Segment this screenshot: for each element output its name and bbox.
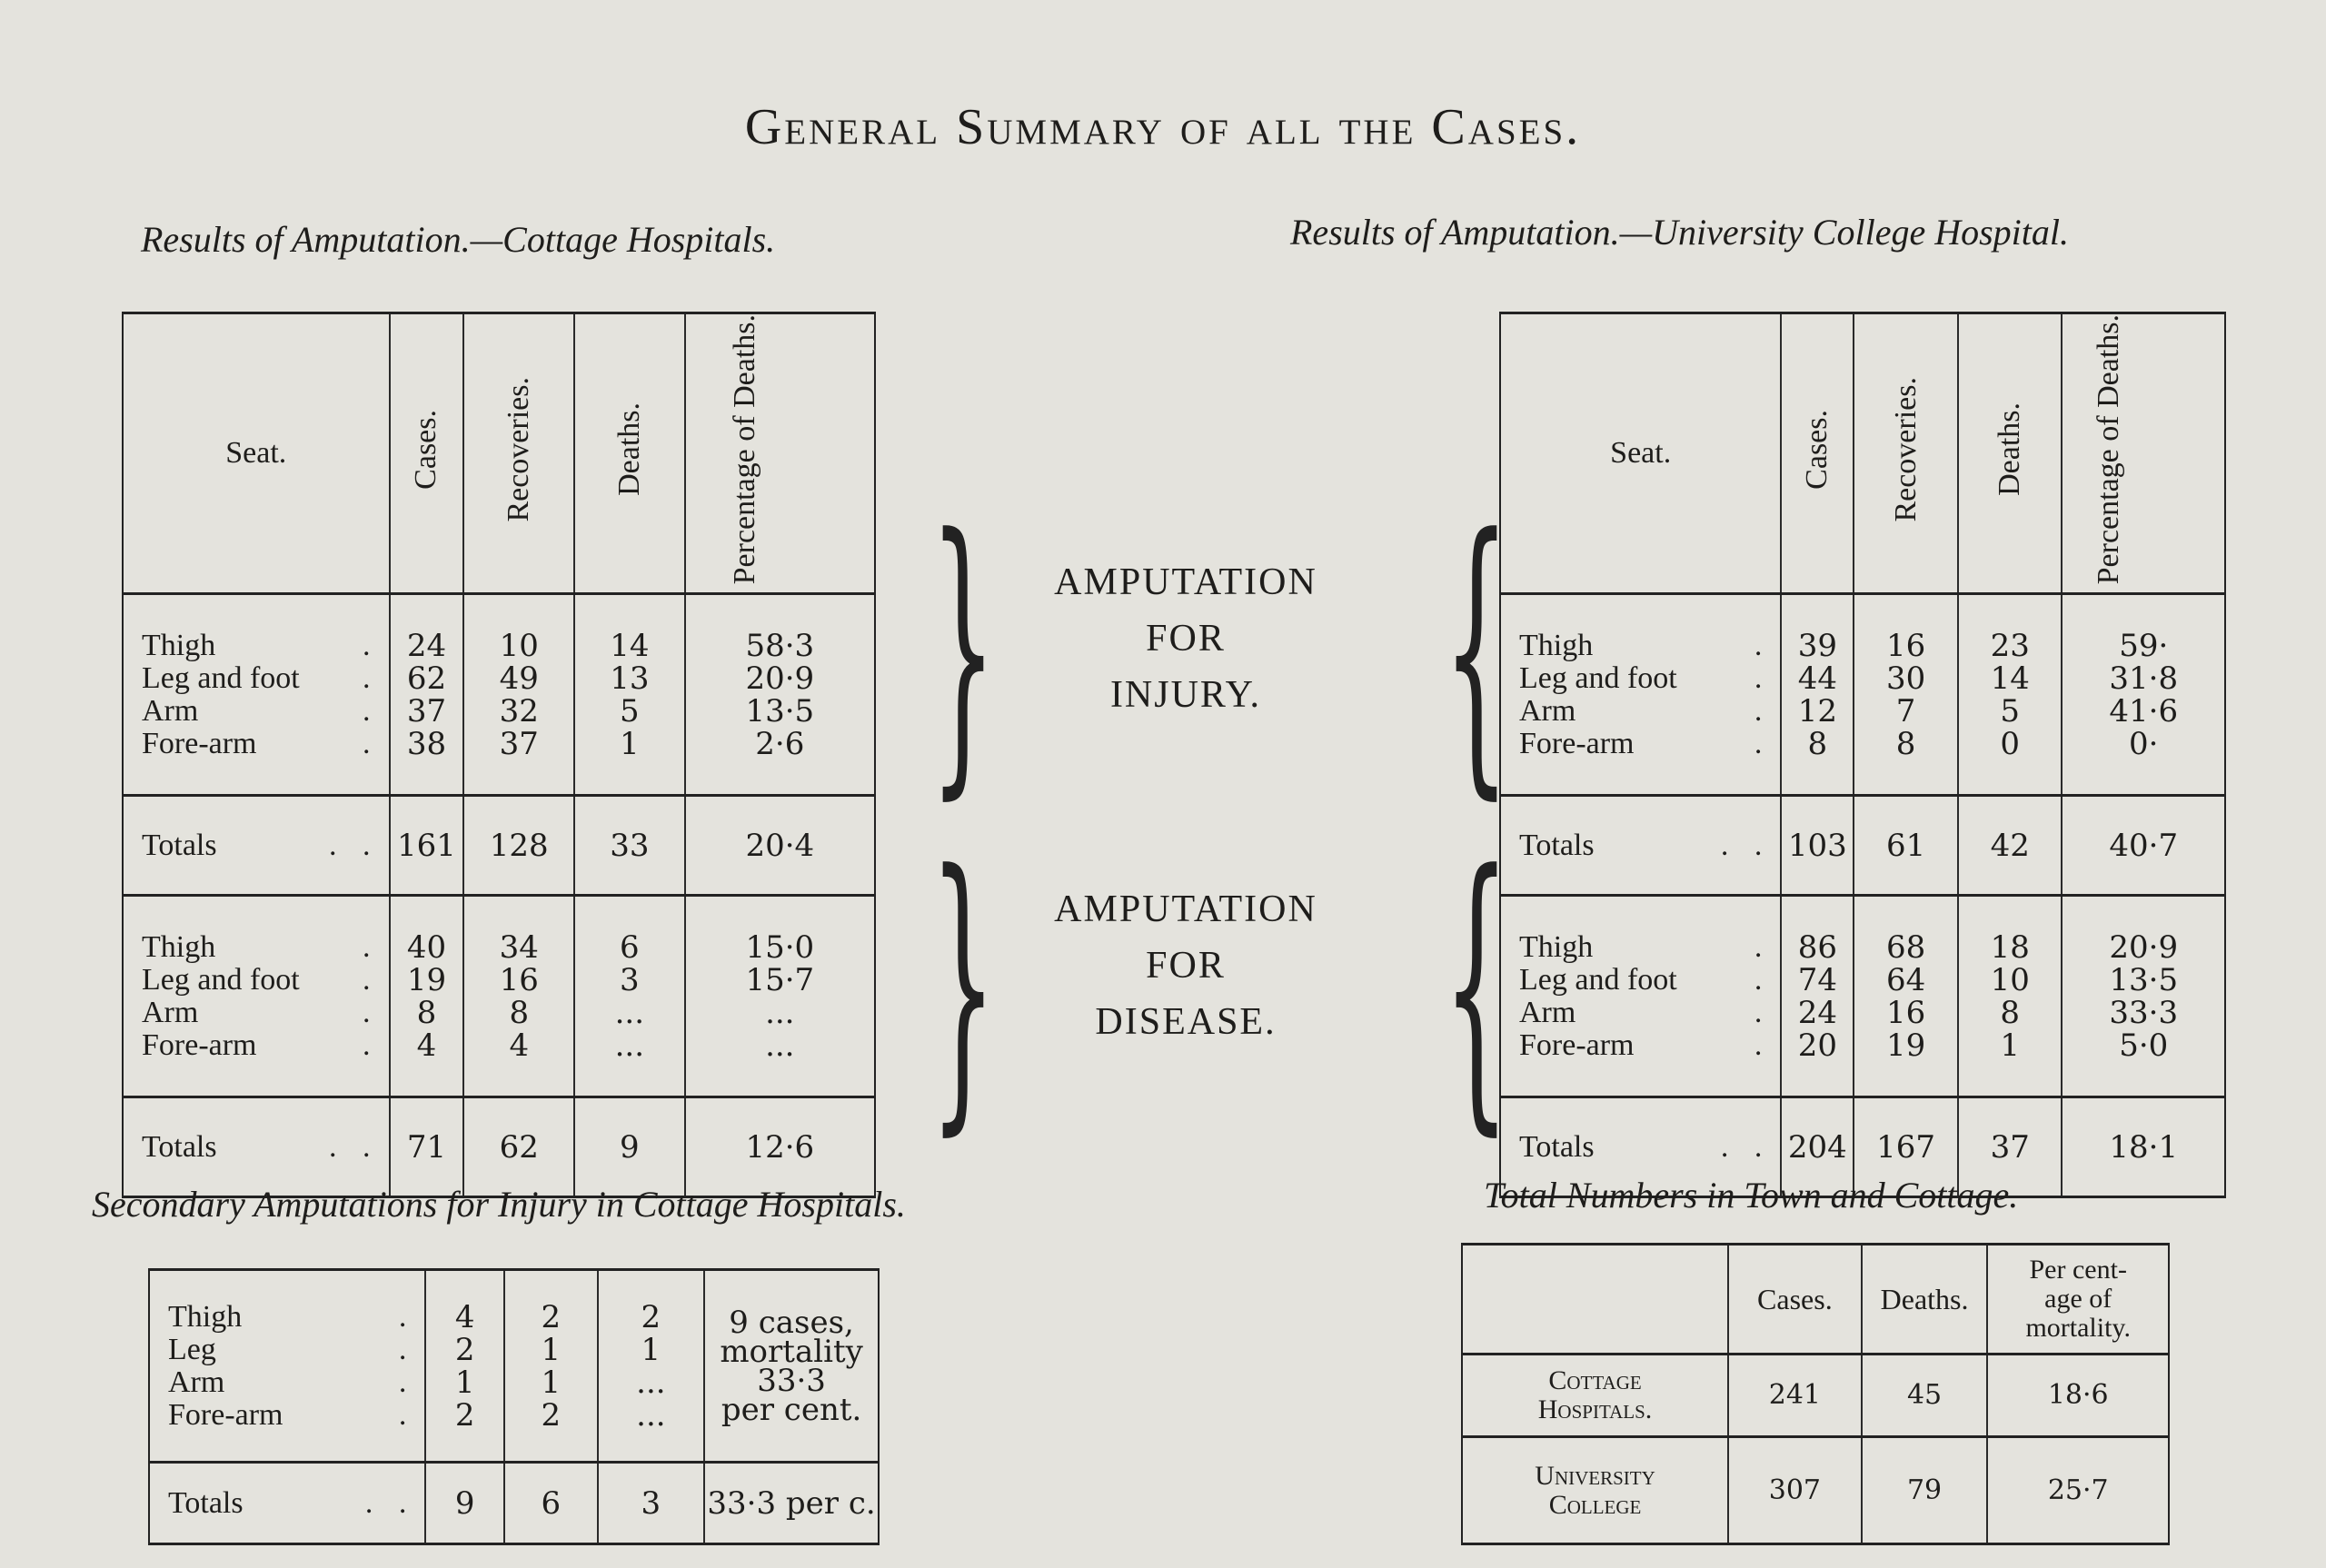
total-recoveries: 61 xyxy=(1854,796,1958,896)
seat-cell xyxy=(123,594,390,796)
label-line: FOR xyxy=(1146,618,1226,660)
total-deaths: 3 xyxy=(598,1463,705,1544)
disease-rows xyxy=(1500,896,2225,1097)
deaths-value: 10 xyxy=(1990,961,2030,998)
institution-name xyxy=(1462,1355,1728,1437)
pct-value: 2·6 xyxy=(755,725,805,762)
total-pct: 40·7 xyxy=(2062,796,2225,896)
deaths-value: 14 xyxy=(610,627,650,664)
recoveries-cell xyxy=(463,594,574,796)
seat-label: Thigh xyxy=(142,929,216,964)
seat-label: Thigh xyxy=(142,628,216,662)
cases-value: 24 xyxy=(406,627,447,664)
pct-value: 25·7 xyxy=(1987,1437,2169,1544)
total-recoveries: 167 xyxy=(1854,1097,1958,1197)
deaths-value: ... xyxy=(614,1027,645,1064)
cases-value: 74 xyxy=(1797,961,1837,998)
total-recoveries: 6 xyxy=(504,1463,598,1544)
header-line: age of xyxy=(2044,1284,2112,1314)
pct-value: 0· xyxy=(2129,725,2159,762)
dot-leader: . xyxy=(1754,628,1772,662)
dot-leader: . xyxy=(363,962,380,997)
seat-cell xyxy=(1500,896,1781,1097)
seat-cell xyxy=(1500,594,1781,796)
institution-name xyxy=(1462,1437,1728,1544)
header-cases xyxy=(390,313,464,594)
pct-cell xyxy=(685,594,875,796)
header-text: Deaths. xyxy=(611,402,646,497)
note-line: 9 cases, xyxy=(729,1304,854,1341)
cases-value: 20 xyxy=(1797,1027,1837,1064)
cases-value: 2 xyxy=(454,1396,475,1434)
deaths-value: 14 xyxy=(1990,660,2030,697)
seat-label: Fore-arm xyxy=(142,726,257,760)
seat-line xyxy=(1519,1029,1780,1062)
deaths-cell xyxy=(1958,896,2063,1097)
totals-label: Totals xyxy=(142,828,217,862)
totals-label: Totals xyxy=(1519,828,1595,862)
seat-line xyxy=(142,964,389,997)
dot-leader: . . xyxy=(329,828,380,862)
seat-line xyxy=(1519,931,1780,964)
dot-leader: . xyxy=(1754,693,1772,728)
total-pct: 20·4 xyxy=(685,796,875,896)
seat-line xyxy=(1519,662,1780,695)
dot-leader: . xyxy=(398,1299,416,1334)
dot-leader: . . xyxy=(1720,1129,1772,1164)
recoveries-value: 8 xyxy=(509,994,530,1031)
recoveries-value: 68 xyxy=(1885,928,1926,966)
deaths-value: 13 xyxy=(610,660,650,697)
pct-cell xyxy=(685,896,875,1097)
cases-value: 19 xyxy=(406,961,447,998)
totals-row xyxy=(1500,796,2225,896)
total-deaths: 33 xyxy=(574,796,685,896)
cases-value: 37 xyxy=(406,692,447,729)
seat-cell xyxy=(149,1270,425,1463)
dot-leader: . xyxy=(1754,726,1772,760)
total-recoveries: 128 xyxy=(463,796,574,896)
recoveries-value: 64 xyxy=(1885,961,1926,998)
injury-rows xyxy=(1500,594,2225,796)
deaths-value: 3 xyxy=(620,961,640,998)
disease-rows xyxy=(123,896,875,1097)
header-percentage xyxy=(2062,313,2225,594)
seat-line xyxy=(142,630,389,662)
cases-value: 4 xyxy=(454,1298,475,1335)
seat-line xyxy=(142,1029,389,1062)
name-line: Hospitals. xyxy=(1537,1394,1653,1424)
dot-leader: . xyxy=(363,693,380,728)
cases-value: 307 xyxy=(1728,1437,1862,1544)
cases-cell xyxy=(1781,896,1854,1097)
header-percentage xyxy=(685,313,875,594)
cases-value: 2 xyxy=(454,1331,475,1368)
seat-label: Fore-arm xyxy=(142,1027,257,1062)
seat-label: Fore-arm xyxy=(1519,726,1635,760)
right-brace-injury: } xyxy=(929,475,997,824)
left-brace-injury: { xyxy=(1443,475,1510,824)
cases-value: 241 xyxy=(1728,1355,1862,1437)
seat-label: Fore-arm xyxy=(168,1397,283,1432)
seat-line xyxy=(142,728,389,760)
header-recoveries xyxy=(1854,313,1958,594)
header-line: Per cent- xyxy=(2029,1255,2127,1285)
header-text: Percentage of Deaths. xyxy=(2092,314,2126,585)
note-line: 33·3 xyxy=(757,1362,826,1399)
total-pct: 33·3 per c. xyxy=(704,1463,879,1544)
seat-cell xyxy=(149,1463,425,1544)
recoveries-value: 49 xyxy=(499,660,539,697)
recoveries-value: 1 xyxy=(541,1331,562,1368)
dot-leader: . xyxy=(363,628,380,662)
deaths-value: 5 xyxy=(2000,692,2021,729)
deaths-cell xyxy=(574,896,685,1097)
seat-label: Thigh xyxy=(1519,628,1594,662)
total-recoveries: 62 xyxy=(463,1097,574,1197)
pct-value: 13·5 xyxy=(745,692,815,729)
pct-value: 20·9 xyxy=(2109,928,2179,966)
secondary-amputations-table xyxy=(148,1268,880,1545)
header-blank xyxy=(1462,1245,1728,1355)
pct-value: 58·3 xyxy=(745,627,815,664)
seat-line xyxy=(142,662,389,695)
total-deaths: 42 xyxy=(1958,796,2063,896)
cases-value: 12 xyxy=(1797,692,1837,729)
dot-leader: . xyxy=(398,1365,416,1399)
seat-label: Arm xyxy=(142,693,199,728)
header-row xyxy=(1500,313,2225,594)
cases-cell xyxy=(390,594,464,796)
page-title: General Summary of all the Cases. xyxy=(744,99,1582,155)
note-line: mortality xyxy=(720,1333,863,1370)
pct-value: 59· xyxy=(2119,627,2169,664)
recoveries-value: 2 xyxy=(541,1298,562,1335)
dot-leader: . . xyxy=(364,1485,416,1520)
pct-cell xyxy=(2062,594,2225,796)
dot-leader: . xyxy=(363,726,380,760)
header-text: Recoveries. xyxy=(502,376,536,522)
recoveries-value: 16 xyxy=(1885,994,1926,1031)
label-line: FOR xyxy=(1146,945,1226,987)
label-line: AMPUTATION xyxy=(1054,888,1317,930)
totals-row xyxy=(149,1463,879,1544)
recoveries-value: 7 xyxy=(1895,692,1916,729)
header-line: mortality. xyxy=(2025,1313,2131,1343)
left-brace-disease: { xyxy=(1443,811,1510,1160)
dot-leader: . . xyxy=(329,1129,380,1164)
pct-value: 15·7 xyxy=(745,961,815,998)
header-cases xyxy=(1781,313,1854,594)
totals-label: Totals xyxy=(168,1485,244,1520)
secondary-rows xyxy=(149,1270,879,1463)
seat-label: Arm xyxy=(1519,693,1576,728)
seat-label: Fore-arm xyxy=(1519,1027,1635,1062)
recoveries-value: 16 xyxy=(1885,627,1926,664)
dot-leader: . xyxy=(363,660,380,695)
header-recoveries xyxy=(463,313,574,594)
seat-label: Leg xyxy=(168,1332,216,1366)
recoveries-cell xyxy=(1854,594,1958,796)
deaths-value: 1 xyxy=(620,725,640,762)
cases-value: 4 xyxy=(416,1027,437,1064)
recoveries-value: 30 xyxy=(1885,660,1926,697)
pct-value: 41·6 xyxy=(2109,692,2179,729)
cases-value: 40 xyxy=(406,928,447,966)
pct-value: 15·0 xyxy=(745,928,815,966)
seat-line xyxy=(1519,997,1780,1029)
recoveries-value: 10 xyxy=(499,627,539,664)
header-row xyxy=(123,313,875,594)
deaths-value: 8 xyxy=(2000,994,2021,1031)
dot-leader: . xyxy=(363,1027,380,1062)
pct-value: ... xyxy=(765,994,795,1031)
recoveries-value: 37 xyxy=(499,725,539,762)
header-seat: Seat. xyxy=(123,313,390,594)
seat-line xyxy=(168,1334,424,1366)
dot-leader: . xyxy=(1754,962,1772,997)
total-deaths: 37 xyxy=(1958,1097,2063,1197)
label-line: DISEASE. xyxy=(1095,1001,1277,1043)
cottage-caption: Results of Amputation.—Cottage Hospitals. xyxy=(141,219,776,260)
ucl-results-table xyxy=(1499,312,2226,1198)
seat-line xyxy=(142,695,389,728)
totals-label: Totals xyxy=(142,1129,217,1164)
deaths-cell xyxy=(574,594,685,796)
totals-label: Totals xyxy=(1519,1129,1595,1164)
dot-leader: . xyxy=(363,995,380,1029)
recoveries-value: 4 xyxy=(509,1027,530,1064)
seat-line xyxy=(1519,728,1780,760)
recoveries-cell xyxy=(463,896,574,1097)
seat-cell xyxy=(1500,796,1781,896)
total-deaths: 9 xyxy=(574,1097,685,1197)
name-line: University xyxy=(1535,1460,1655,1491)
cases-value: 8 xyxy=(416,994,437,1031)
injury-rows xyxy=(123,594,875,796)
name-line: College xyxy=(1548,1489,1642,1520)
total-numbers-table xyxy=(1461,1243,2170,1545)
header-text: Percentage of Deaths. xyxy=(728,314,762,585)
dot-leader: . xyxy=(363,929,380,964)
deaths-value: ... xyxy=(636,1396,666,1434)
recoveries-value: 32 xyxy=(499,692,539,729)
pct-value: 31·8 xyxy=(2109,660,2179,697)
deaths-value: 1 xyxy=(641,1331,661,1368)
dot-leader: . xyxy=(1754,1027,1772,1062)
dot-leader: . xyxy=(1754,995,1772,1029)
total-row xyxy=(1462,1437,2169,1544)
total-numbers-caption: Total Numbers in Town and Cottage. xyxy=(1484,1175,2019,1216)
name-line: Cottage xyxy=(1548,1365,1642,1395)
cases-value: 1 xyxy=(454,1364,475,1401)
total-pct: 12·6 xyxy=(685,1097,875,1197)
pct-value: 33·3 xyxy=(2109,994,2179,1031)
total-cases: 161 xyxy=(390,796,464,896)
seat-line xyxy=(1519,695,1780,728)
deaths-value: 0 xyxy=(2000,725,2021,762)
seat-label: Arm xyxy=(168,1365,225,1399)
seat-label: Arm xyxy=(142,995,199,1029)
recoveries-value: 8 xyxy=(1895,725,1916,762)
seat-line xyxy=(168,1399,424,1432)
recoveries-value: 2 xyxy=(541,1396,562,1434)
cases-cell xyxy=(425,1270,504,1463)
pct-value: ... xyxy=(765,1027,795,1064)
cases-value: 38 xyxy=(406,725,447,762)
pct-value: 13·5 xyxy=(2109,961,2179,998)
deaths-value: ... xyxy=(614,994,645,1031)
cases-value: 62 xyxy=(406,660,447,697)
header-deaths xyxy=(574,313,685,594)
header-percentage xyxy=(1987,1245,2169,1355)
seat-label: Thigh xyxy=(1519,929,1594,964)
seat-line xyxy=(142,997,389,1029)
recoveries-value: 19 xyxy=(1885,1027,1926,1064)
seat-label: Leg and foot xyxy=(1519,660,1677,695)
pct-cell xyxy=(2062,896,2225,1097)
total-row xyxy=(1462,1355,2169,1437)
cases-value: 8 xyxy=(1807,725,1828,762)
recoveries-cell xyxy=(504,1270,598,1463)
total-cases: 71 xyxy=(390,1097,464,1197)
dot-leader: . xyxy=(398,1397,416,1432)
cases-value: 24 xyxy=(1797,994,1837,1031)
seat-line xyxy=(142,931,389,964)
recoveries-value: 16 xyxy=(499,961,539,998)
deaths-value: 1 xyxy=(2000,1027,2021,1064)
cottage-results-table xyxy=(122,312,876,1198)
label-amputation-for-disease xyxy=(986,881,1386,1050)
deaths-cell xyxy=(598,1270,705,1463)
note-line: per cent. xyxy=(721,1391,862,1428)
seat-label: Leg and foot xyxy=(142,962,300,997)
deaths-value: 2 xyxy=(641,1298,661,1335)
pct-value: 5·0 xyxy=(2119,1027,2169,1064)
deaths-value: 79 xyxy=(1862,1437,1988,1544)
recoveries-value: 1 xyxy=(541,1364,562,1401)
header-deaths xyxy=(1958,313,2063,594)
seat-cell xyxy=(123,896,390,1097)
deaths-value: 6 xyxy=(620,928,640,966)
header-row xyxy=(1462,1245,2169,1355)
ucl-caption: Results of Amputation.—University College Hospital. xyxy=(1290,212,2069,253)
seat-label: Thigh xyxy=(168,1299,243,1334)
total-pct: 18·1 xyxy=(2062,1097,2225,1197)
pct-value: 20·9 xyxy=(745,660,815,697)
seat-label: Leg and foot xyxy=(142,660,300,695)
seat-line xyxy=(168,1301,424,1334)
dot-leader: . xyxy=(1754,929,1772,964)
cases-value: 86 xyxy=(1797,928,1837,966)
totals-row xyxy=(123,796,875,896)
seat-cell xyxy=(123,796,390,896)
seat-label: Arm xyxy=(1519,995,1576,1029)
total-cases: 204 xyxy=(1781,1097,1854,1197)
pct-value: 18·6 xyxy=(1987,1355,2169,1437)
total-cases: 9 xyxy=(425,1463,504,1544)
deaths-value: ... xyxy=(636,1364,666,1401)
header-deaths: Deaths. xyxy=(1862,1245,1988,1355)
label-line: AMPUTATION xyxy=(1054,561,1317,603)
header-cases: Cases. xyxy=(1728,1245,1862,1355)
deaths-value: 5 xyxy=(620,692,640,729)
cases-cell xyxy=(1781,594,1854,796)
recoveries-cell xyxy=(1854,896,1958,1097)
deaths-value: 18 xyxy=(1990,928,2030,966)
secondary-caption: Secondary Amputations for Injury in Cottage Hospitals. xyxy=(92,1184,906,1225)
total-cases: 103 xyxy=(1781,796,1854,896)
dot-leader: . xyxy=(398,1332,416,1366)
header-text: Cases. xyxy=(409,409,443,490)
header-text: Recoveries. xyxy=(1888,376,1923,522)
cases-value: 44 xyxy=(1797,660,1837,697)
cases-cell xyxy=(390,896,464,1097)
header-text: Deaths. xyxy=(1993,402,2027,497)
seat-label: Leg and foot xyxy=(1519,962,1677,997)
dot-leader: . xyxy=(1754,660,1772,695)
cases-value: 39 xyxy=(1797,627,1837,664)
mortality-note xyxy=(704,1270,879,1463)
dot-leader: . . xyxy=(1720,828,1772,862)
deaths-value: 45 xyxy=(1862,1355,1988,1437)
label-line: INJURY. xyxy=(1109,674,1262,716)
seat-line xyxy=(1519,964,1780,997)
label-amputation-for-injury xyxy=(986,554,1386,723)
header-text: Cases. xyxy=(1800,409,1834,490)
header-seat: Seat. xyxy=(1500,313,1781,594)
deaths-value: 23 xyxy=(1990,627,2030,664)
right-brace-disease: } xyxy=(929,811,997,1160)
deaths-cell xyxy=(1958,594,2063,796)
recoveries-value: 34 xyxy=(499,928,539,966)
seat-line xyxy=(168,1366,424,1399)
seat-line xyxy=(1519,630,1780,662)
